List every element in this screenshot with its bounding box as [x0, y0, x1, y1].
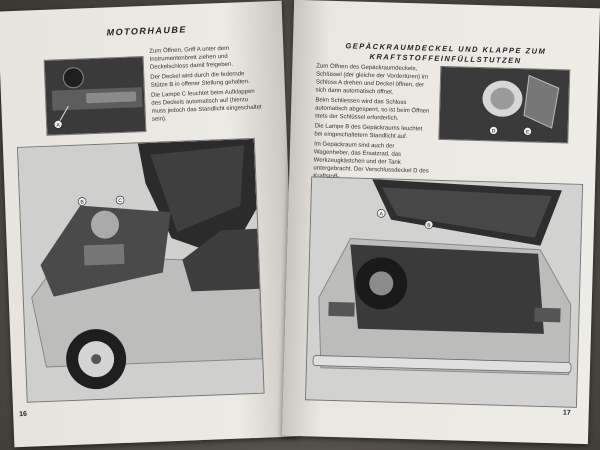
left-page-number: 16	[19, 410, 28, 419]
car-engine-open-photo	[17, 138, 265, 403]
callout-b-trunk: B	[427, 222, 431, 229]
callout-a-trunk: A	[379, 211, 383, 218]
right-title-line-2: KRAFTSTOFFEINFÜLLSTUTZEN	[369, 51, 522, 66]
hood-release-photo	[44, 56, 147, 136]
fuel-cap-illustration	[439, 67, 569, 143]
left-page-title: MOTORHAUBE	[106, 24, 188, 38]
car-trunk-illustration	[306, 177, 582, 406]
callout-b: B	[80, 199, 84, 206]
right-paragraph-1: Zum Öffnen des Gepäckraumdeckels, Schlüssel (der gleiche der Vordertüren) im Schloss A drehen und Deckel öffnen, der sich dann automatisch öffnet.	[315, 63, 429, 96]
left-page-text	[149, 44, 264, 126]
hood-release-illustration	[45, 57, 146, 135]
right-page-text	[313, 62, 432, 185]
car-front-illustration	[18, 139, 264, 402]
callout-d: D	[491, 128, 496, 135]
right-paragraph-3: Die Lampe B des Gepäckraums leuchtet bei eingeschaltetem Standlicht auf.	[314, 123, 423, 141]
left-paragraph-1: Zum Öffnen, Griff A unter dem Instrumentenbrett ziehen und Deckelschloss damit freigeben.	[149, 45, 234, 71]
left-paragraph-2: Der Deckel wird durch die federnde Stütze B in offener Stellung gehalten.	[150, 71, 250, 89]
right-page-number: 17	[562, 409, 571, 417]
open-trunk-photo	[305, 176, 583, 408]
callout-c: C	[118, 197, 123, 205]
right-paragraph-4: Im Gepäckraum sind auch der Wagenheber, das Ersatzrad, das Werkzeugkästchen und der Tank untergebracht. Der Verschlussdeckel D des	[313, 141, 429, 175]
right-page	[282, 0, 600, 444]
fuel-filler-photo	[438, 66, 570, 144]
right-title-line-1: GEPÄCKRAUMDECKEL UND KLAPPE ZUM	[345, 41, 547, 56]
callout-e: E	[525, 129, 530, 136]
left-paragraph-3: Die Lampe C leuchtet beim Aufklappen des Deckels automatisch auf (hierzu muss jedoch das Standlicht eingeschaltet sein).	[150, 88, 262, 123]
left-page	[0, 1, 298, 448]
callout-a: A	[56, 122, 60, 129]
right-paragraph-2: Beim Schliessen wird das Schloss automatisch abgesperrt, so ist beim Öffnen stets der Schlüssel erforderlich.	[314, 97, 430, 122]
